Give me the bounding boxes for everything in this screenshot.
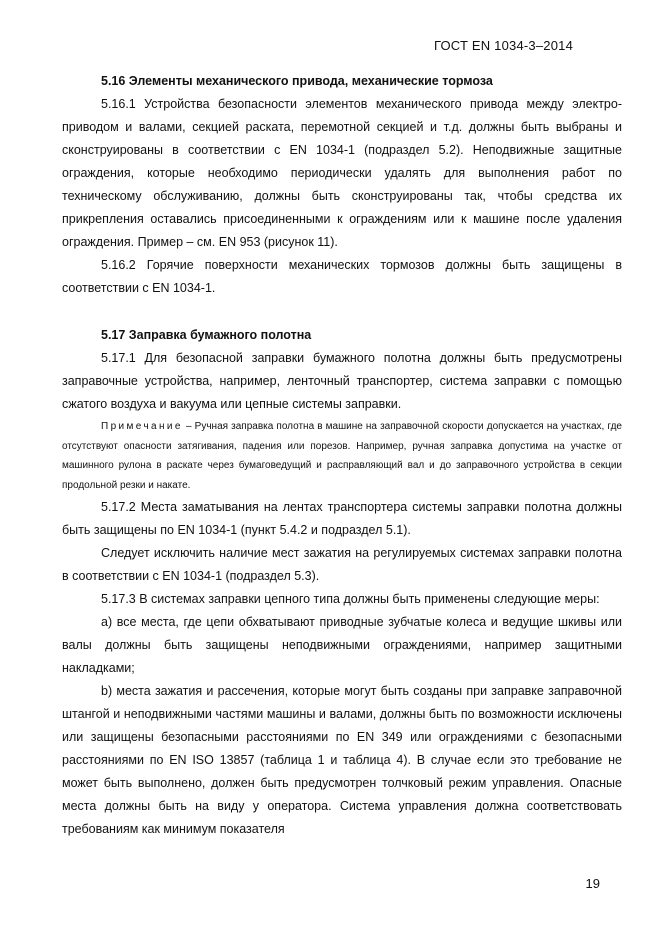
list-item-b: b) места зажатия и рассечения, которые могут быть созданы при заправке заправочной штангой и неподвижными частями машины и валами, должны быть по возможности исключены или защищены безопасными расстояниями по EN 349 или ограждениями с безопасными расстояниями по EN ISO 13857 (таблица 1 и таблица 4). В случае если это требование не может быть выполнено, должен быть предусмотрен толчковый режим управления. Опасные места должны быть на виду у оператора. Система управления должна соответствовать требованиям как минимум показателя bbox=[62, 684, 622, 836]
page-number: 19 bbox=[585, 876, 600, 891]
paragraph-5-16-2: 5.16.2 Горячие поверхности механических тормозов должны быть защищены в соответствии с EN 1034-1. bbox=[62, 258, 622, 295]
document-header: ГОСТ EN 1034-3–2014 bbox=[433, 38, 573, 53]
note-paragraph bbox=[62, 417, 622, 495]
note-label: Примечание bbox=[101, 421, 183, 432]
section-5-16-heading: 5.16 Элементы механического привода, механические тормоза bbox=[101, 74, 493, 88]
note-text: – Ручная заправка полотна в машине на заправочной скорости допускается на участках, где отсутствуют опасности затягивания, падения или порезов. Например, ручная заправка допустима на участке от машинного рулона в раскате через бумаговедущий и расправляющий вал и до заправочного устройства в секции продольной резки и накате. bbox=[62, 421, 622, 491]
document-body bbox=[62, 70, 622, 841]
section-5-17-heading: 5.17 Заправка бумажного полотна bbox=[101, 328, 312, 342]
paragraph-5-17-2-continued: Следует исключить наличие мест зажатия на регулируемых системах заправки полотна в соответствии с EN 1034-1 (подраздел 5.3). bbox=[62, 546, 622, 583]
paragraph-5-17-1: 5.17.1 Для безопасной заправки бумажного полотна должны быть предусмотрены заправочные устройства, например, ленточный транспортер, система заправки с помощью сжатого воздуха и вакуума или цепные системы заправки. bbox=[62, 351, 622, 411]
section-spacer bbox=[62, 312, 622, 324]
list-item-a: a) все места, где цепи обхватывают приводные зубчатые колеса и ведущие шкивы или валы должны быть защищены неподвижными ограждениями, например защитными накладками; bbox=[62, 615, 622, 675]
section-spacer bbox=[62, 300, 622, 312]
paragraph-5-16-1: 5.16.1 Устройства безопасности элементов механического привода между электро- приводом и валами, секцией раската, перемотной секцией и т.д. должны быть выбраны и сконструированы в соответствии с EN 1034-1 (подраздел 5.2). Неподвижные защитные ограждения, которые необходимо периодически удалять для выполнения работ по техническому обслуживанию, должны быть сконструированы так, чтобы средства их прикрепления оставались присоединенными к ограждениям или к машине после удаления ограждения. Пример – см. EN 953 (рисунок 11). bbox=[62, 97, 622, 249]
paragraph-5-17-2: 5.17.2 Места заматывания на лентах транспортера системы заправки полотна должны быть защищены по EN 1034-1 (пункт 5.4.2 и подраздел 5.1). bbox=[62, 500, 622, 537]
paragraph-5-17-3: 5.17.3 В системах заправки цепного типа должны быть применены следующие меры: bbox=[101, 592, 600, 606]
